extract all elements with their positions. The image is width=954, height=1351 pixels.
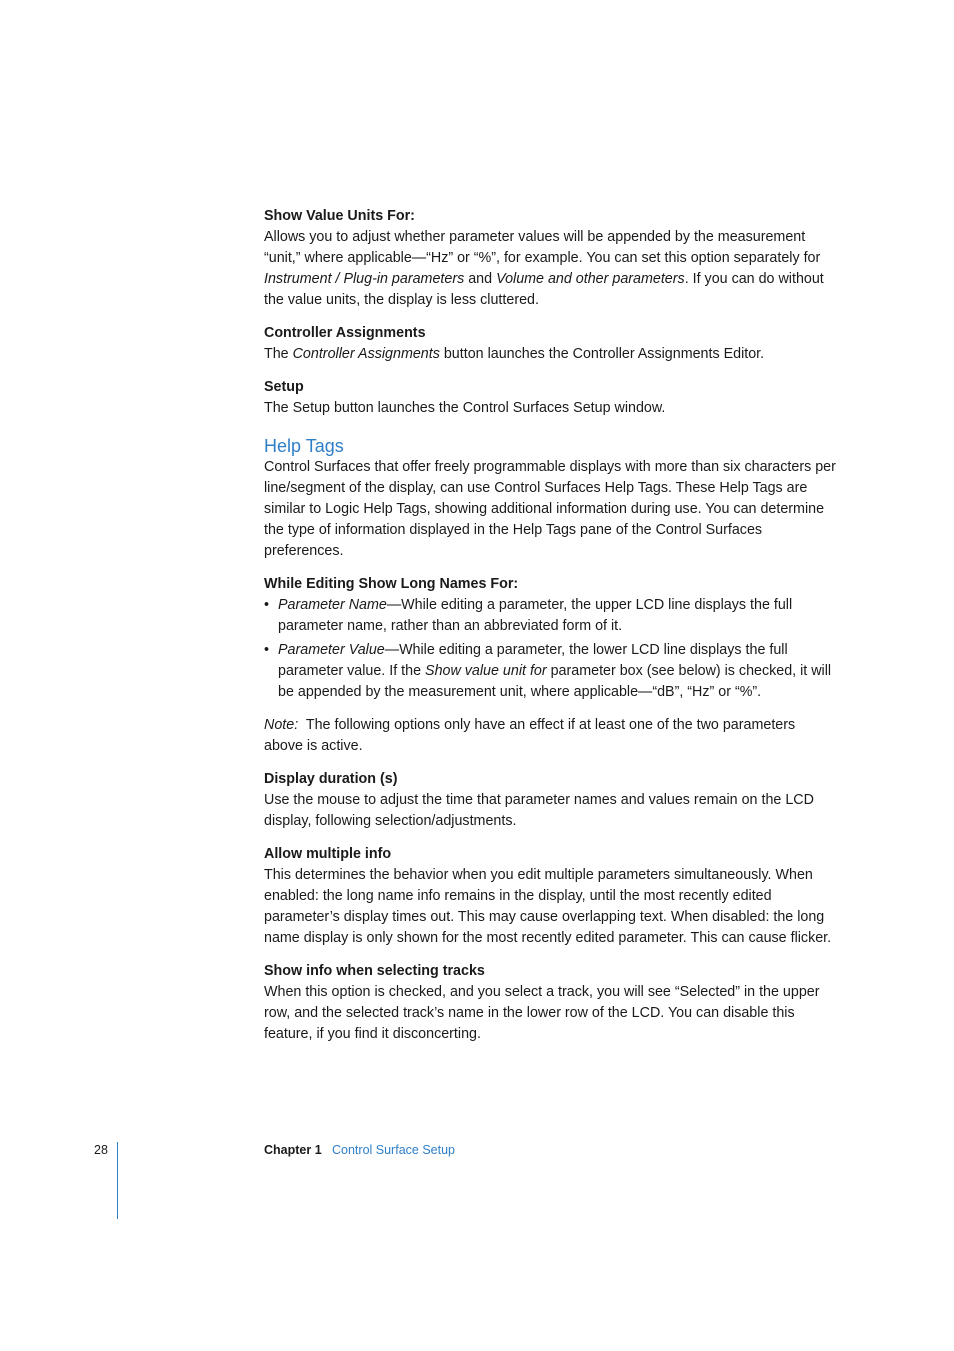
body-text: The following options only have an effect if at least one of the two parameters above is active. xyxy=(264,717,800,754)
section-heading: Controller Assignments xyxy=(264,325,426,341)
controller-assignments-section xyxy=(264,323,836,365)
help-tags-title: Help Tags xyxy=(264,436,344,456)
note-label: Note: xyxy=(264,717,299,733)
footer-divider xyxy=(117,1142,118,1219)
while-editing-section xyxy=(264,574,836,703)
section-heading: While Editing Show Long Names For: xyxy=(264,576,519,592)
italic-term: Show value unit for xyxy=(425,663,547,679)
page-content xyxy=(264,206,836,1057)
italic-term: Volume and other parameters xyxy=(496,271,685,287)
italic-term: Parameter Value xyxy=(278,642,385,658)
section-heading: Setup xyxy=(264,379,304,395)
help-tags-body: Control Surfaces that offer freely programmable displays with more than six characters per line/segment of the display, can use Control Surfaces Help Tags. These Help Tags are similar to Logic Help Tags, showing additional information during use. You can determine the type of information displayed in the Help Tags pane of the Control Surfaces preferences. xyxy=(264,459,836,559)
show-info-tracks-section xyxy=(264,961,836,1045)
bullet-icon: • xyxy=(264,642,270,658)
body-text: . If you can do without the value units, the display is less cluttered. xyxy=(264,271,824,308)
body-text: —While editing a parameter, the upper LCD line displays the full parameter name, rather than an abbreviated form of it. xyxy=(278,597,793,634)
show-value-units-section xyxy=(264,206,836,311)
section-body: When this option is checked, and you select a track, you will see “Selected” in the upper row, and the selected track’s name in the lower row of the LCD. You can disable this feature, if you find it disconcerting. xyxy=(264,984,820,1042)
section-body: This determines the behavior when you edit multiple parameters simultaneously. When enabled: the long name info remains in the display, until the most recently edited parameter’s display times out. This may cause overlapping text. When disabled: the long name display is only shown for the most recently edited parameter. This can cause flicker. xyxy=(264,867,832,946)
display-duration-section xyxy=(264,769,836,832)
note-paragraph xyxy=(264,715,836,757)
body-text: parameter box (see below) is checked, it will be appended by the measurement unit, where applicable—“dB”, “Hz” or “%”. xyxy=(278,663,832,700)
section-heading: Allow multiple info xyxy=(264,846,392,862)
bullet-icon: • xyxy=(264,597,270,613)
body-text: Allows you to adjust whether parameter values will be appended by the measurement “unit,” where applicable—“Hz” or “%”, for example. You can set this option separately for xyxy=(264,229,821,266)
section-body xyxy=(264,227,836,311)
body-text: —While editing a parameter, the lower LCD line displays the full parameter value. If the xyxy=(278,642,788,679)
section-body xyxy=(264,344,836,365)
list-item xyxy=(264,640,836,703)
chapter-label: Chapter 1 xyxy=(264,1143,322,1157)
body-text: and xyxy=(464,271,497,287)
allow-multiple-section xyxy=(264,844,836,949)
page-number: 28 xyxy=(94,1143,108,1157)
italic-term: Controller Assignments xyxy=(292,346,440,362)
bullet-list xyxy=(264,595,836,703)
chapter-title: Control Surface Setup xyxy=(332,1143,455,1157)
italic-term: Instrument / Plug-in parameters xyxy=(264,271,465,287)
list-item xyxy=(264,595,836,637)
section-body: Use the mouse to adjust the time that parameter names and values remain on the LCD display, following selection/adjustments. xyxy=(264,792,814,829)
section-heading: Show info when selecting tracks xyxy=(264,963,485,979)
section-heading: Show Value Units For: xyxy=(264,208,415,224)
setup-section xyxy=(264,377,836,419)
section-body: The Setup button launches the Control Surfaces Setup window. xyxy=(264,400,666,416)
section-heading: Display duration (s) xyxy=(264,771,398,787)
body-text: The xyxy=(264,346,293,362)
body-text: button launches the Controller Assignments Editor. xyxy=(439,346,765,362)
italic-term: Parameter Name xyxy=(278,597,387,613)
